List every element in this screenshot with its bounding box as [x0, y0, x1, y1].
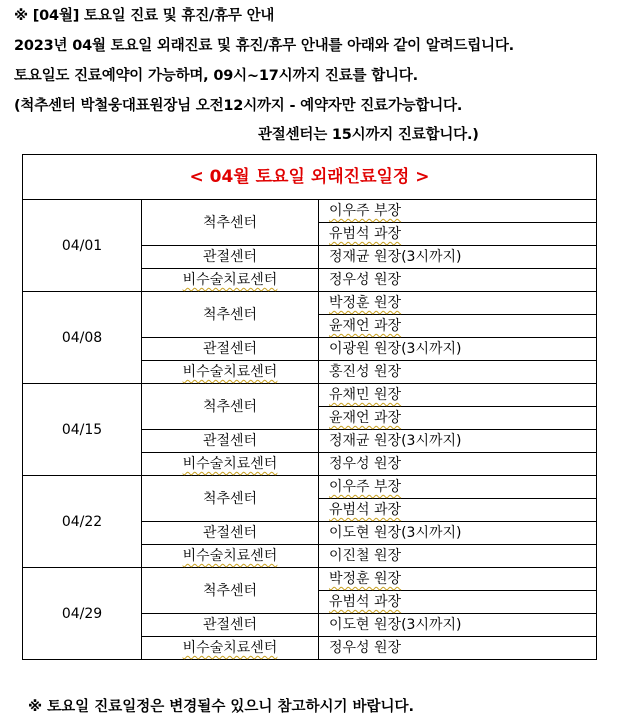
- doctor-cell: [319, 476, 597, 499]
- doctor-cell: [319, 269, 597, 292]
- nonsurgical-center-label: 비수술치료센터: [182, 272, 278, 288]
- center-cell: [142, 246, 319, 269]
- doctor-cell: [319, 292, 597, 315]
- center-cell: [142, 361, 319, 384]
- center-cell: [142, 453, 319, 476]
- notice-intro: 2023년 04월 토요일 외래진료 및 휴진/휴무 안내를 아래와 같이 알려드립니다.: [14, 38, 514, 54]
- doctor-cell: [319, 545, 597, 568]
- doctor-cell: [319, 361, 597, 384]
- doctor-cell: [319, 338, 597, 361]
- doctor-name: 정우성 원장: [329, 272, 402, 288]
- nonsurgical-center-label: 비수술치료센터: [182, 364, 278, 380]
- center-cell: [142, 614, 319, 637]
- schedule-table: [22, 154, 597, 660]
- date-cell: 04/01: [23, 200, 142, 292]
- table-row: [23, 476, 597, 499]
- footer-note: ※ 토요일 진료일정은 변경될수 있으니 참고하시기 바랍니다.: [28, 699, 415, 715]
- nonsurgical-center-label: 비수술치료센터: [182, 548, 278, 564]
- doctor-name: 이광원 원장(3시까지): [329, 341, 462, 357]
- center-cell: [142, 292, 319, 338]
- doctor-name: 이도현 원장(3시까지): [329, 617, 462, 633]
- center-cell: [142, 545, 319, 568]
- doctor-name: 윤재언 과장: [329, 410, 402, 426]
- center-cell: [142, 338, 319, 361]
- doctor-name: 유범석 과장: [329, 502, 402, 518]
- center-cell: [142, 522, 319, 545]
- doctor-cell: [319, 407, 597, 430]
- nonsurgical-center-label: 비수술치료센터: [182, 640, 278, 656]
- joint-center-label: 관절센터: [202, 341, 258, 357]
- doctor-name: 유채민 원장: [329, 387, 402, 403]
- schedule-title-row: [23, 155, 597, 200]
- joint-center-label: 관절센터: [202, 617, 258, 633]
- doctor-cell: [319, 614, 597, 637]
- doctor-cell: [319, 453, 597, 476]
- doctor-cell: [319, 200, 597, 223]
- doctor-name: 정재균 원장(3시까지): [329, 433, 462, 449]
- doctor-name: 박정훈 원장: [329, 571, 402, 587]
- doctor-cell: [319, 591, 597, 614]
- center-cell: [142, 430, 319, 453]
- doctor-cell: [319, 223, 597, 246]
- joint-center-label: 관절센터: [202, 525, 258, 541]
- notice-spine-note: (척추센터 박철웅대표원장님 오전12시까지 - 예약자만 진료가능합니다.: [14, 98, 463, 114]
- doctor-name: 유범석 과장: [329, 594, 402, 610]
- table-row: [23, 292, 597, 315]
- date-cell: 04/22: [23, 476, 142, 568]
- doctor-cell: [319, 522, 597, 545]
- doctor-name: 윤재언 과장: [329, 318, 402, 334]
- doctor-cell: [319, 315, 597, 338]
- center-cell: [142, 637, 319, 660]
- doctor-name: 이진철 원장: [329, 548, 402, 564]
- center-cell: [142, 384, 319, 430]
- doctor-name: 박정훈 원장: [329, 295, 402, 311]
- nonsurgical-center-label: 비수술치료센터: [182, 456, 278, 472]
- spine-center-label: 척추센터: [202, 398, 258, 415]
- joint-center-label: 관절센터: [202, 249, 258, 265]
- doctor-name: 이우주 부장: [329, 479, 402, 495]
- center-cell: [142, 568, 319, 614]
- doctor-cell: [319, 384, 597, 407]
- doctor-name: 이우주 부장: [329, 203, 402, 219]
- notice-joint-note: 관절센터는 15시까지 진료합니다.): [258, 127, 479, 143]
- doctor-cell: [319, 568, 597, 591]
- spine-center-label: 척추센터: [202, 306, 258, 323]
- date-cell: 04/08: [23, 292, 142, 384]
- spine-center-label: 척추센터: [202, 582, 258, 599]
- center-cell: [142, 476, 319, 522]
- center-cell: [142, 200, 319, 246]
- doctor-name: 홍진성 원장: [329, 364, 402, 380]
- doctor-cell: [319, 430, 597, 453]
- doctor-cell: [319, 637, 597, 660]
- doctor-name: 유범석 과장: [329, 226, 402, 242]
- table-row: [23, 200, 597, 223]
- doctor-name: 정우성 원장: [329, 456, 402, 472]
- doctor-name: 정우성 원장: [329, 640, 402, 656]
- joint-center-label: 관절센터: [202, 433, 258, 449]
- notice-heading: ※ [04월] 토요일 진료 및 휴진/휴무 안내: [14, 8, 275, 24]
- date-cell: 04/15: [23, 384, 142, 476]
- doctor-name: 이도현 원장(3시까지): [329, 525, 462, 541]
- doctor-cell: [319, 246, 597, 269]
- table-row: [23, 384, 597, 407]
- schedule-title: < 04월 토요일 외래진료일정 >: [23, 155, 597, 200]
- spine-center-label: 척추센터: [202, 214, 258, 231]
- doctor-cell: [319, 499, 597, 522]
- spine-center-label: 척추센터: [202, 490, 258, 507]
- date-cell: 04/29: [23, 568, 142, 660]
- doctor-name: 정재균 원장(3시까지): [329, 249, 462, 265]
- table-row: [23, 568, 597, 591]
- notice-hours: 토요일도 진료예약이 가능하며, 09시~17시까지 진료를 합니다.: [14, 68, 418, 84]
- center-cell: [142, 269, 319, 292]
